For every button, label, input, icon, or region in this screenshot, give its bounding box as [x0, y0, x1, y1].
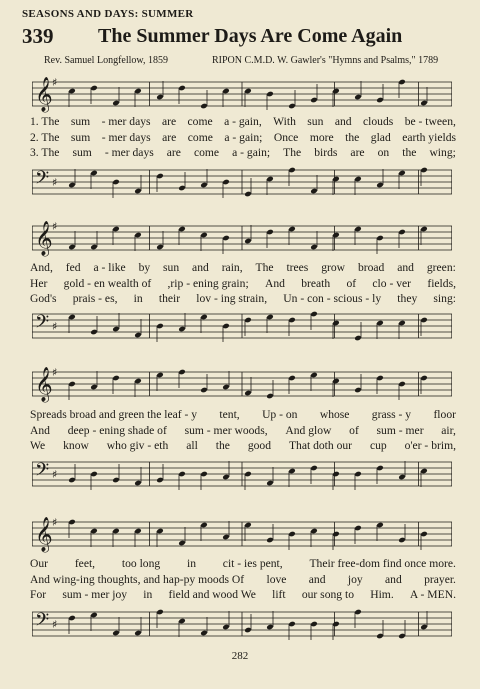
- svg-text:♯: ♯: [52, 76, 58, 89]
- lyric-syllable: rain,: [221, 261, 243, 274]
- svg-text:𝄞: 𝄞: [35, 77, 53, 112]
- lyric-syllable: all: [186, 439, 198, 452]
- lyric-syllable: wing;: [429, 146, 456, 159]
- lyric-syllable: Spreads broad and green the leaf - y: [30, 408, 198, 421]
- lyric-syllable: sun: [307, 115, 324, 128]
- lyric-syllable: and: [385, 572, 402, 586]
- lyric-syllable: the: [215, 439, 230, 452]
- lyric-syllable: cup: [369, 439, 387, 452]
- lyric-syllable: a - gain,: [224, 115, 262, 128]
- lyric-syllable: and: [308, 572, 326, 586]
- lyric-syllable: by: [138, 261, 151, 274]
- lyric-syllable: come: [187, 115, 213, 128]
- lyric-syllable: joy: [347, 572, 363, 586]
- lyric-syllable: sing:: [433, 292, 456, 305]
- lyric-syllable: - mer days: [101, 115, 151, 128]
- lyric-syllable: gold - en wealth of: [63, 276, 152, 290]
- lyric-syllable: sum: [72, 146, 92, 159]
- lyric-syllable: a - like: [93, 261, 126, 274]
- lyric-syllable: and: [334, 115, 352, 128]
- lyric-syllable: Him.: [370, 588, 394, 601]
- lyric-line: [30, 587, 456, 603]
- lyric-line: [30, 407, 456, 423]
- lyric-syllable: who giv - eth: [106, 439, 169, 452]
- lyric-syllable: in: [133, 292, 143, 305]
- lyric-syllable: sum - mer: [376, 423, 424, 437]
- lyric-syllable: of: [346, 276, 357, 290]
- lyric-syllable: And: [264, 276, 285, 290]
- lyric-syllable: our song to: [301, 588, 354, 601]
- lyric-line: [30, 130, 456, 146]
- lyric-syllable: The: [283, 146, 302, 159]
- lyric-syllable: And,: [30, 261, 53, 274]
- svg-text:♯: ♯: [52, 618, 58, 631]
- lyric-syllable: Her: [30, 276, 48, 290]
- lyric-syllable: love: [266, 572, 287, 586]
- lyric-syllable: deep - ening shade of: [67, 423, 167, 437]
- lyric-syllable: sum - mer woods,: [184, 423, 268, 437]
- lyrics-system-4: [30, 556, 456, 603]
- svg-text:𝄢: 𝄢: [35, 312, 50, 337]
- lyric-syllable: That doth our: [288, 439, 353, 452]
- lyric-syllable: in: [143, 588, 153, 601]
- lyric-syllable: o'er - brim,: [404, 439, 456, 452]
- lyric-syllable: prais - es,: [72, 292, 118, 305]
- lyrics-system-1: [30, 114, 456, 161]
- lyric-syllable: lov - ing strain,: [196, 292, 268, 305]
- lyric-syllable: With: [273, 115, 296, 128]
- lyric-syllable: are: [166, 146, 181, 159]
- lyric-syllable: earth yields: [402, 130, 456, 144]
- bass-staff-3: [32, 454, 452, 494]
- lyric-line: [30, 291, 456, 307]
- treble-staff-4: [32, 514, 452, 554]
- lyric-syllable: the: [402, 146, 417, 159]
- lyric-syllable: field and wood We: [168, 588, 256, 601]
- lyric-syllable: and: [397, 261, 414, 274]
- lyric-syllable: A - MEN.: [409, 588, 456, 601]
- lyric-syllable: We: [30, 439, 46, 452]
- lyric-line: [30, 145, 456, 161]
- lyric-syllable: they: [397, 292, 418, 305]
- svg-text:𝄢: 𝄢: [35, 460, 50, 485]
- svg-text:♯: ♯: [52, 366, 58, 379]
- lyric-syllable: fields,: [427, 276, 456, 290]
- lyric-syllable: and: [192, 261, 209, 274]
- lyric-syllable: prayer.: [424, 572, 456, 586]
- lyric-syllable: ,rip - ening grain;: [167, 276, 249, 290]
- hymn-number: 339: [22, 24, 54, 48]
- lyric-syllable: lift: [272, 588, 286, 601]
- lyric-syllable: The: [255, 261, 274, 274]
- treble-staff-1: [32, 74, 452, 114]
- lyric-syllable: of: [349, 423, 359, 437]
- lyric-syllable: know: [63, 439, 89, 452]
- lyric-syllable: God's: [30, 292, 57, 305]
- treble-staff-3: [32, 364, 452, 404]
- lyric-line: [30, 438, 456, 454]
- svg-text:𝄢: 𝄢: [35, 610, 50, 635]
- svg-text:𝄞: 𝄞: [35, 221, 53, 256]
- lyric-syllable: sum: [70, 115, 91, 128]
- lyric-syllable: come: [187, 130, 213, 144]
- lyric-syllable: clouds: [363, 115, 394, 128]
- lyric-syllable: broad: [357, 261, 385, 274]
- lyric-syllable: cit - ies pent,: [222, 557, 283, 570]
- lyric-syllable: whose: [319, 408, 350, 421]
- lyric-syllable: birds: [314, 146, 338, 159]
- lyrics-system-3: [30, 407, 456, 454]
- lyric-syllable: Un - con - scious - ly: [283, 292, 382, 305]
- lyric-syllable: are: [162, 130, 177, 144]
- lyric-syllable: a - gain;: [224, 130, 263, 144]
- lyric-syllable: Their free-dom find once more.: [309, 557, 456, 570]
- lyric-line: [30, 276, 456, 292]
- lyric-syllable: And glow: [285, 423, 332, 437]
- lyric-syllable: 3. The: [30, 146, 60, 159]
- lyric-syllable: And: [30, 423, 50, 437]
- lyric-syllable: 2. The: [30, 130, 60, 144]
- svg-text:♯: ♯: [52, 220, 58, 233]
- lyric-syllable: - mer days: [101, 130, 151, 144]
- lyric-syllable: feet,: [74, 557, 96, 570]
- lyric-syllable: 1. The: [30, 115, 60, 128]
- lyric-syllable: a - gain;: [232, 146, 271, 159]
- lyric-syllable: And wing-ing thoughts, and hap-py moods Of: [30, 572, 245, 586]
- lyric-syllable: glad: [370, 130, 391, 144]
- lyric-syllable: be - tween,: [404, 115, 456, 128]
- lyric-syllable: in: [186, 557, 197, 570]
- lyric-syllable: Our: [30, 557, 49, 570]
- lyric-line: [30, 423, 456, 439]
- page-number: 282: [231, 650, 249, 662]
- lyric-syllable: air,: [441, 423, 456, 437]
- lyric-syllable: are: [350, 146, 365, 159]
- lyric-syllable: grow: [321, 261, 346, 274]
- tune-credit: RIPON C.M.D. W. Gawler's "Hymns and Psalms," 1789: [212, 55, 439, 66]
- author-credit: Rev. Samuel Longfellow, 1859: [44, 55, 168, 66]
- lyric-syllable: tent,: [219, 408, 240, 421]
- svg-text:𝄢: 𝄢: [35, 168, 50, 193]
- lyric-syllable: floor: [433, 408, 456, 421]
- bass-staff-4: [32, 604, 452, 644]
- lyric-line: [30, 260, 456, 276]
- lyric-syllable: grass - y: [371, 408, 412, 421]
- lyric-syllable: are: [161, 115, 177, 128]
- lyric-syllable: Once: [273, 130, 299, 144]
- svg-text:♯: ♯: [52, 516, 58, 529]
- svg-text:♯: ♯: [52, 468, 58, 481]
- lyric-line: [30, 114, 456, 130]
- lyric-line: [30, 572, 456, 588]
- lyric-syllable: Up - on: [262, 408, 298, 421]
- lyric-syllable: good: [247, 439, 272, 452]
- lyric-syllable: come: [193, 146, 220, 159]
- svg-text:♯: ♯: [52, 320, 58, 333]
- lyrics-system-2: [30, 260, 456, 307]
- svg-text:𝄞: 𝄞: [35, 517, 53, 552]
- lyric-syllable: on: [377, 146, 390, 159]
- svg-text:♯: ♯: [52, 176, 58, 189]
- hymn-title: The Summer Days Are Come Again: [98, 25, 403, 47]
- lyric-syllable: - mer days: [104, 146, 154, 159]
- lyric-syllable: For: [30, 588, 47, 601]
- svg-text:𝄞: 𝄞: [35, 367, 53, 402]
- lyric-syllable: green:: [426, 261, 456, 274]
- bass-staff-1: [32, 162, 452, 202]
- lyric-syllable: too long: [121, 557, 161, 570]
- lyric-syllable: more: [309, 130, 334, 144]
- section-header: SEASONS AND DAYS: SUMMER: [22, 8, 194, 20]
- lyric-syllable: sun: [163, 261, 180, 274]
- lyric-syllable: sum: [70, 130, 91, 144]
- lyric-syllable: their: [158, 292, 181, 305]
- lyric-syllable: the: [345, 130, 360, 144]
- lyric-syllable: breath: [301, 276, 331, 290]
- treble-staff-2: [32, 218, 452, 258]
- lyric-syllable: trees: [286, 261, 309, 274]
- lyric-syllable: clo - ver: [372, 276, 412, 290]
- lyric-syllable: fed: [65, 261, 81, 274]
- lyric-line: [30, 556, 456, 572]
- bass-staff-2: [32, 306, 452, 346]
- lyric-syllable: sum - mer joy: [62, 588, 128, 601]
